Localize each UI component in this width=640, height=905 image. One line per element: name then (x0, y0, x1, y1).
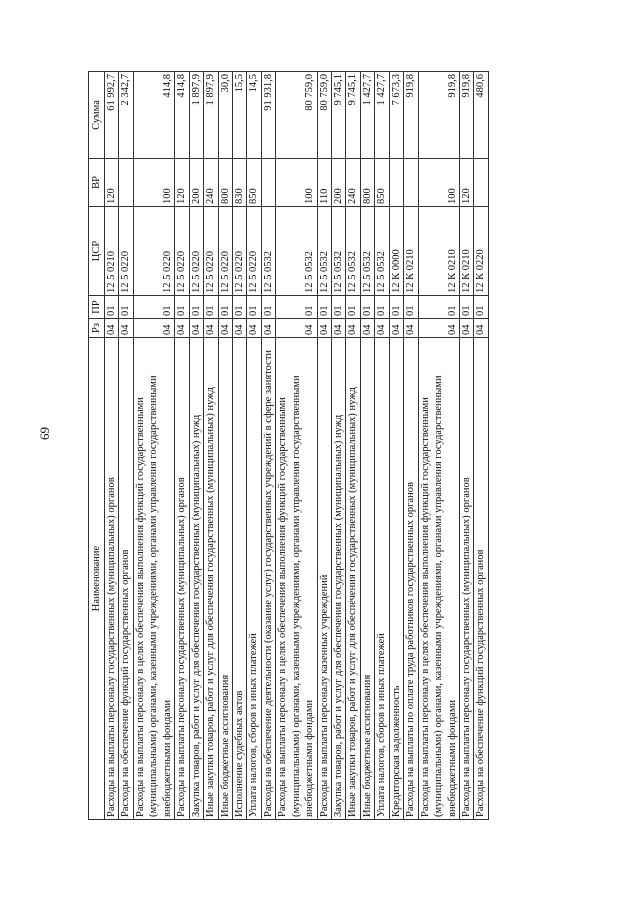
table-row (332, 72, 346, 820)
cell-rz: 04 (133, 319, 174, 338)
cell-csr: 12 5 0220 (189, 207, 203, 296)
cell-rz: 04 (261, 319, 275, 338)
cell-rz: 04 (232, 319, 246, 338)
cell-csr: 12 К 0220 (474, 207, 488, 296)
cell-csr: 12 5 0210 (105, 207, 119, 296)
cell-csr: 12 5 0532 (346, 207, 360, 296)
table-row (404, 72, 418, 820)
cell-sum: 480,6 (474, 72, 488, 159)
cell-vr: 200 (189, 159, 203, 207)
table-row (375, 72, 389, 820)
cell-rz: 04 (247, 319, 261, 338)
cell-vr: 120 (459, 159, 473, 207)
cell-rz: 04 (404, 319, 418, 338)
cell-pr: 01 (261, 296, 275, 319)
cell-name: Расходы на выплаты персоналу в целях обеспечения выполнения функций государственными (муниципальными) органами, казенными учреждениями, органами управления государственными внебюджетными фондами (276, 338, 317, 820)
table-body (105, 72, 489, 820)
cell-vr: 240 (204, 159, 218, 207)
cell-name: Расходы на выплаты персоналу казенных учреждений (317, 338, 331, 820)
cell-sum: 2 342,7 (119, 72, 133, 159)
cell-csr: 12 К 0000 (389, 207, 403, 296)
cell-pr: 01 (418, 296, 459, 319)
cell-name: Расходы на выплаты персоналу государственных (муниципальных) органов (459, 338, 473, 820)
cell-pr: 01 (247, 296, 261, 319)
table-header-row (89, 72, 105, 820)
cell-csr: 12 5 0220 (175, 207, 189, 296)
budget-table (88, 71, 489, 820)
cell-rz: 04 (175, 319, 189, 338)
cell-name: Иные бюджетные ассигнования (218, 338, 232, 820)
cell-rz: 04 (375, 319, 389, 338)
table-row (459, 72, 473, 820)
cell-csr: 12 5 0532 (332, 207, 346, 296)
table-row (261, 72, 275, 820)
cell-sum: 61 992,7 (105, 72, 119, 159)
cell-vr (404, 159, 418, 207)
cell-vr (474, 159, 488, 207)
cell-rz: 04 (459, 319, 473, 338)
cell-rz: 04 (360, 319, 374, 338)
cell-csr: 12 5 0532 (317, 207, 331, 296)
cell-csr: 12 5 0220 (218, 207, 232, 296)
cell-rz: 04 (204, 319, 218, 338)
cell-name: Закупка товаров, работ и услуг для обеспечения государственных (муниципальных) нужд (332, 338, 346, 820)
cell-name: Расходы на выплаты персоналу в целях обеспечения выполнения функций государственными (муниципальными) органами, казенными учреждениями, органами управления государственными внебюджетными фондами (133, 338, 174, 820)
cell-vr: 100 (133, 159, 174, 207)
table-row (218, 72, 232, 820)
cell-sum: 7 673,3 (389, 72, 403, 159)
cell-name: Иные бюджетные ассигнования (360, 338, 374, 820)
cell-pr: 01 (346, 296, 360, 319)
rotated-table-container (88, 72, 550, 820)
cell-name: Расходы на обеспечение функций государственных органов (474, 338, 488, 820)
cell-vr: 830 (232, 159, 246, 207)
cell-name: Расходы на обеспечение деятельности (оказание услуг) государственных учреждений в сфере занятости (261, 338, 275, 820)
header-csr: ЦСР (89, 207, 105, 296)
cell-sum: 1 897,9 (189, 72, 203, 159)
cell-pr: 01 (189, 296, 203, 319)
cell-name: Исполнение судебных актов (232, 338, 246, 820)
cell-vr: 850 (247, 159, 261, 207)
cell-sum: 919,8 (404, 72, 418, 159)
cell-pr: 01 (175, 296, 189, 319)
table-row (360, 72, 374, 820)
cell-vr: 100 (418, 159, 459, 207)
cell-sum: 1 427,7 (375, 72, 389, 159)
cell-rz: 04 (105, 319, 119, 338)
cell-sum: 9 745,1 (332, 72, 346, 159)
cell-pr: 01 (232, 296, 246, 319)
cell-csr: 12 5 0220 (119, 207, 133, 296)
header-pr: ПР (89, 296, 105, 319)
table-row (317, 72, 331, 820)
cell-rz: 04 (119, 319, 133, 338)
cell-vr: 120 (105, 159, 119, 207)
cell-csr: 12 5 0220 (247, 207, 261, 296)
cell-pr: 01 (317, 296, 331, 319)
table-row (204, 72, 218, 820)
cell-pr: 01 (404, 296, 418, 319)
page-number: 69 (37, 427, 52, 440)
cell-vr: 240 (346, 159, 360, 207)
cell-name: Закупка товаров, работ и услуг для обеспечения государственных (муниципальных) нужд (189, 338, 203, 820)
cell-pr: 01 (204, 296, 218, 319)
cell-sum: 919,8 (418, 72, 459, 159)
cell-pr: 01 (375, 296, 389, 319)
cell-csr: 12 К 0210 (459, 207, 473, 296)
cell-sum: 14,5 (247, 72, 261, 159)
header-sum: Сумма (89, 72, 105, 159)
cell-sum: 80 759,0 (276, 72, 317, 159)
cell-rz: 04 (317, 319, 331, 338)
table-row (389, 72, 403, 820)
cell-sum: 414,8 (133, 72, 174, 159)
cell-vr: 800 (218, 159, 232, 207)
cell-sum: 414,8 (175, 72, 189, 159)
cell-pr: 01 (332, 296, 346, 319)
cell-pr: 01 (389, 296, 403, 319)
table-row (346, 72, 360, 820)
table-row (232, 72, 246, 820)
cell-vr: 800 (360, 159, 374, 207)
header-vr: ВР (89, 159, 105, 207)
cell-rz: 04 (389, 319, 403, 338)
cell-rz: 04 (276, 319, 317, 338)
header-rz: Рз (89, 319, 105, 338)
table-row (175, 72, 189, 820)
cell-vr (119, 159, 133, 207)
cell-name: Иные закупки товаров, работ и услуг для обеспечения государственных (муниципальных) нужд (346, 338, 360, 820)
cell-sum: 15,5 (232, 72, 246, 159)
cell-pr: 01 (119, 296, 133, 319)
cell-vr (389, 159, 403, 207)
table-row (474, 72, 488, 820)
cell-sum: 919,8 (459, 72, 473, 159)
table-row (189, 72, 203, 820)
cell-pr: 01 (276, 296, 317, 319)
cell-name: Кредиторская задолженность (389, 338, 403, 820)
cell-vr: 200 (332, 159, 346, 207)
cell-vr: 120 (175, 159, 189, 207)
table-row (247, 72, 261, 820)
cell-name: Расходы на выплаты по оплате труда работников государственных органов (404, 338, 418, 820)
cell-name: Расходы на обеспечение функций государственных органов (119, 338, 133, 820)
table-row (276, 72, 317, 820)
cell-sum: 9 745,1 (346, 72, 360, 159)
cell-name: Расходы на выплаты персоналу государственных (муниципальных) органов (175, 338, 189, 820)
cell-name: Расходы на выплаты персоналу государственных (муниципальных) органов (105, 338, 119, 820)
cell-csr: 12 5 0532 (375, 207, 389, 296)
cell-pr: 01 (218, 296, 232, 319)
table-row (133, 72, 174, 820)
cell-sum: 1 427,7 (360, 72, 374, 159)
cell-csr: 12 5 0220 (232, 207, 246, 296)
cell-csr: 12 5 0220 (204, 207, 218, 296)
cell-pr: 01 (474, 296, 488, 319)
header-name: Наименование (89, 338, 105, 820)
table-row (418, 72, 459, 820)
cell-pr: 01 (133, 296, 174, 319)
cell-pr: 01 (360, 296, 374, 319)
cell-sum: 30,0 (218, 72, 232, 159)
cell-sum: 1 897,9 (204, 72, 218, 159)
table-row (105, 72, 119, 820)
cell-rz: 04 (189, 319, 203, 338)
cell-csr: 12 К 0210 (404, 207, 418, 296)
cell-vr: 110 (317, 159, 331, 207)
cell-name: Уплата налогов, сборов и иных платежей (247, 338, 261, 820)
cell-csr: 12 5 0532 (261, 207, 275, 296)
cell-name: Уплата налогов, сборов и иных платежей (375, 338, 389, 820)
cell-rz: 04 (346, 319, 360, 338)
cell-sum: 80 759,0 (317, 72, 331, 159)
cell-csr: 12 5 0532 (360, 207, 374, 296)
cell-vr (261, 159, 275, 207)
cell-rz: 04 (218, 319, 232, 338)
cell-rz: 04 (418, 319, 459, 338)
cell-vr: 100 (276, 159, 317, 207)
cell-csr: 12 К 0210 (418, 207, 459, 296)
cell-rz: 04 (474, 319, 488, 338)
cell-name: Иные закупки товаров, работ и услуг для обеспечения государственных (муниципальных) нужд (204, 338, 218, 820)
cell-rz: 04 (332, 319, 346, 338)
cell-sum: 91 931,8 (261, 72, 275, 159)
cell-vr: 850 (375, 159, 389, 207)
cell-pr: 01 (459, 296, 473, 319)
cell-pr: 01 (105, 296, 119, 319)
table-row (119, 72, 133, 820)
cell-name: Расходы на выплаты персоналу в целях обеспечения выполнения функций государственными (муниципальными) органами, казенными учреждениями, органами управления государственными внебюджетными фондами (418, 338, 459, 820)
cell-csr: 12 5 0532 (276, 207, 317, 296)
cell-csr: 12 5 0220 (133, 207, 174, 296)
